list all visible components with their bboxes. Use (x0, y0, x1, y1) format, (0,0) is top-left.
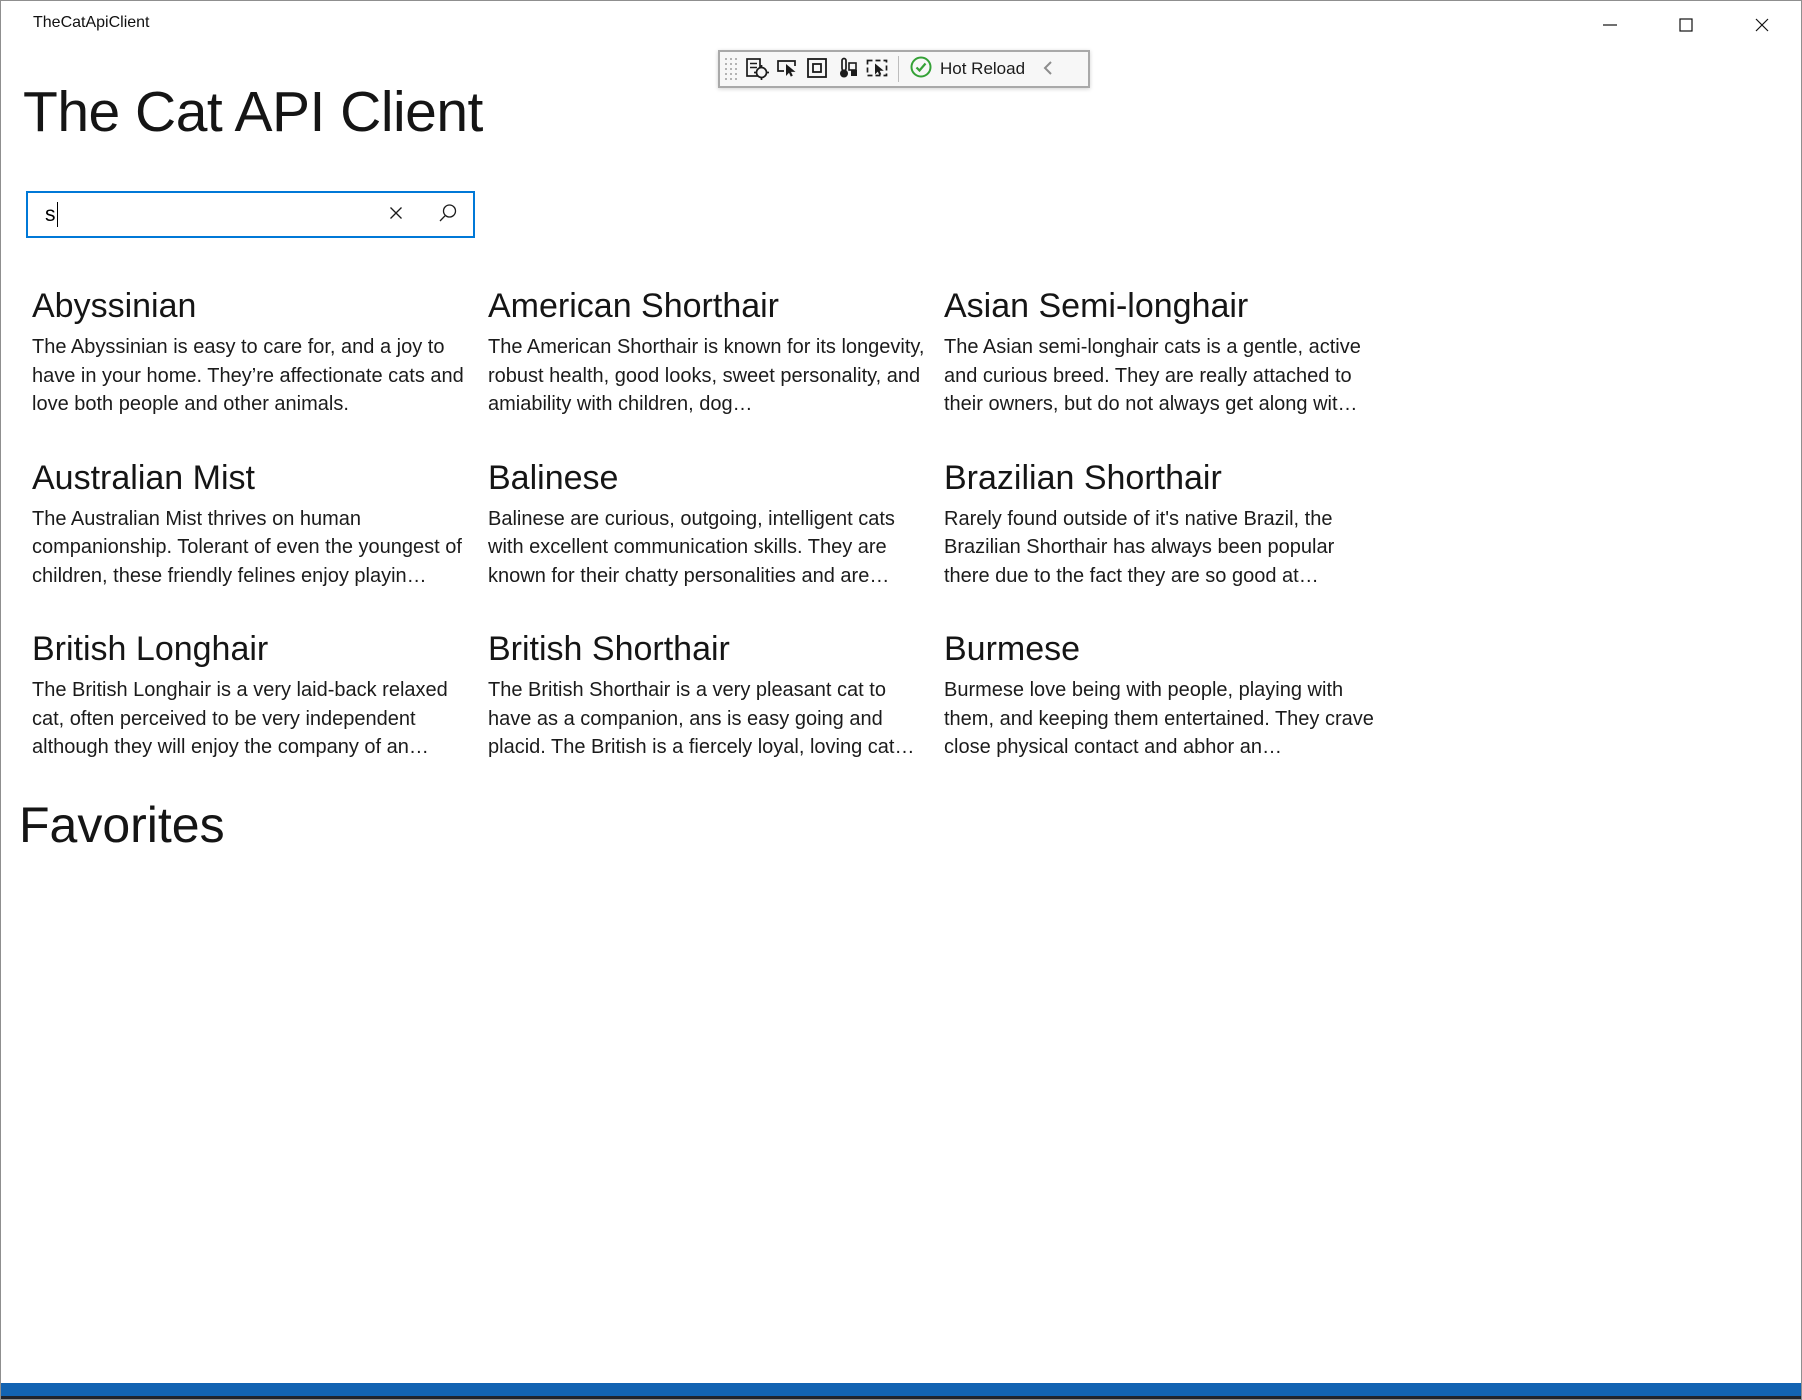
maximize-icon (1677, 16, 1695, 34)
breed-name: Burmese (944, 630, 1081, 668)
window-title: TheCatApiClient (33, 14, 150, 31)
titlebar (1, 1, 1801, 47)
breed-grid (32, 284, 1392, 762)
square-in-square-icon (804, 55, 830, 84)
breed-name: Australian Mist (32, 458, 255, 497)
search-submit-button[interactable] (431, 198, 465, 232)
breed-card[interactable] (488, 284, 928, 419)
text-caret (57, 202, 59, 227)
breed-name: British Longhair (32, 630, 269, 668)
dashed-box-cursor-icon (864, 55, 890, 84)
minimize-icon (1601, 16, 1619, 34)
breed-description: The Australian Mist thrives on human companionship. Tolerant of even the youngest of children, these friendly felines enjoy playin… (32, 507, 462, 587)
breed-name: American Shorthair (488, 287, 780, 325)
breed-description: The British Shorthair is a very pleasant cat to have as a companion, ans is easy going and placid. The British is a fiercely loyal, loving cat… (488, 679, 915, 758)
toolbar-collapse-button[interactable] (1037, 58, 1059, 81)
breed-description: Balinese are curious, outgoing, intelligent cats with excellent communication skills. They are known for their chatty personalities and are… (488, 507, 895, 587)
close-icon (1753, 16, 1771, 34)
hot-reload-check-icon (909, 55, 933, 84)
display-layout-adorners-button[interactable] (802, 54, 832, 84)
go-to-live-visual-tree-button[interactable] (742, 54, 772, 84)
breed-name: Brazilian Shorthair (944, 458, 1222, 497)
enable-selection-button[interactable] (772, 54, 802, 84)
breed-name: British Shorthair (488, 630, 730, 668)
magnifier-icon (438, 203, 458, 226)
toolbar-grip-handle[interactable] (725, 58, 737, 80)
caption-buttons (1572, 2, 1800, 47)
minimize-button[interactable] (1572, 2, 1648, 47)
clear-search-button[interactable] (379, 198, 413, 232)
page-title: The Cat API Client (23, 80, 483, 144)
breed-card[interactable] (944, 627, 1384, 762)
search-input-value: s (45, 202, 56, 226)
selection-cursor-icon (774, 55, 800, 84)
breed-description: The British Longhair is a very laid-back relaxed cat, often perceived to be very independent although they will enjoy the company of an… (32, 679, 448, 758)
hot-reload-status (905, 55, 1029, 84)
breed-description: The American Shorthair is known for its longevity, robust health, good looks, sweet personality, and amiability with children, dog… (488, 336, 925, 415)
favorites-title: Favorites (19, 797, 225, 853)
debug-toolbar (718, 50, 1090, 88)
breed-card[interactable] (32, 627, 472, 762)
maximize-button[interactable] (1648, 2, 1724, 47)
breed-description: Burmese love being with people, playing with them, and keeping them entertained. They crave close physical contact and abhor an… (944, 679, 1374, 758)
breed-card[interactable] (488, 627, 928, 762)
breed-card[interactable] (488, 456, 928, 591)
enable-popup-selection-button[interactable] (862, 54, 892, 84)
breed-description: The Abyssinian is easy to care for, and a joy to have in your home. They’re affectionate cats and love both people and other animals. (32, 336, 464, 415)
breed-name: Balinese (488, 458, 619, 497)
close-button[interactable] (1724, 2, 1800, 47)
hot-reload-label: Hot Reload (940, 59, 1026, 78)
breed-name: Asian Semi-longhair (944, 287, 1249, 325)
search-box[interactable] (26, 191, 475, 238)
live-visual-tree-icon (744, 55, 770, 84)
track-focused-element-button[interactable] (832, 54, 862, 84)
breed-name: Abyssinian (32, 287, 197, 325)
search-input[interactable] (28, 202, 379, 227)
bottom-accent-bar (1, 1383, 1801, 1399)
breed-description: Rarely found outside of it's native Brazil, the Brazilian Shorthair has always been popular there due to the fact they are so good at… (944, 507, 1335, 587)
thermometer-icon (834, 55, 860, 84)
breed-card[interactable] (32, 284, 472, 419)
clear-x-icon (387, 204, 405, 225)
breed-card[interactable] (944, 456, 1384, 591)
chevron-left-icon (1039, 66, 1057, 81)
breed-description: The Asian semi-longhair cats is a gentle, active and curious breed. They are really attached to their owners, but do not always get along wit… (944, 336, 1361, 415)
breed-card[interactable] (944, 284, 1384, 419)
toolbar-separator (898, 56, 899, 82)
breed-card[interactable] (32, 456, 472, 591)
